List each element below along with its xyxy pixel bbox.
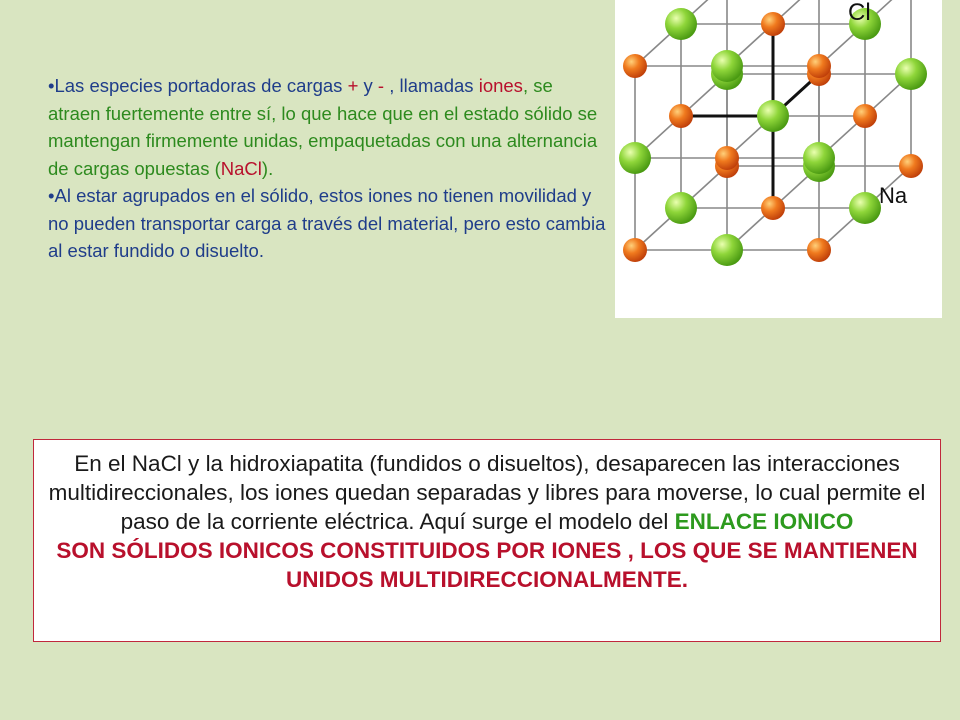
na-ion [623,238,647,262]
na-ion [761,196,785,220]
cl-ion [711,234,743,266]
na-ion [853,104,877,128]
na-ion [761,12,785,36]
term-iones: iones [478,75,523,96]
plus-sign: + [347,75,359,96]
cl-ion [757,100,789,132]
cl-ion [849,192,881,224]
cl-ion [895,58,927,90]
bullet-1-text: •Las especies portadoras de cargas [48,75,348,96]
cl-ion [803,142,835,174]
bullet-1-text: , se atraen fuertemente entre sí, lo que hace que en el estado sólido se mantengan firmemente unidas, empaquetadas con una alternancia de cargas opuestas ( [48,75,598,179]
lattice-svg [615,0,942,318]
bullet-1-text: , llamadas [384,75,479,96]
cl-ion [665,8,697,40]
cl-ion [711,50,743,82]
bullet-text [48,72,608,265]
na-ion [669,104,693,128]
na-ion [715,146,739,170]
enlace-ionico-term: ENLACE IONICO [674,509,854,534]
na-ion [807,54,831,78]
label-na: Na [879,183,908,208]
bullet-1-text: ). [261,157,274,179]
na-ion [623,54,647,78]
minus-sign: - [377,75,385,96]
bullet-1-text: y [358,75,378,96]
conclusion-text: SON SÓLIDOS IONICOS CONSTITUIDOS POR IONES , LOS QUE SE MANTIENEN UNIDOS MULTIDIRECCIONALMENTE. [56,538,918,592]
bullet-2: •Al estar agrupados en el sólido, estos iones no tienen movilidad y no pueden transportar carga a través del material, pero esto cambia al estar fundido o disuelto. [48,185,606,261]
bullet-1 [48,72,608,182]
summary-text [34,449,940,536]
term-nacl: NaCl [220,157,262,179]
summary-body: En el NaCl y la hidroxiapatita (fundidos o disueltos), desaparecen las interacciones multidireccionales, los iones quedan separadas y libres para moverse, lo cual permite el paso de la corriente eléctrica. Aquí surge el modelo del [48,451,926,534]
cl-ion [619,142,651,174]
nacl-lattice-diagram [615,0,942,318]
cl-ion [665,192,697,224]
na-ion [899,154,923,178]
summary-box [33,439,941,642]
label-cl: Cl [848,0,871,26]
na-ion [807,238,831,262]
